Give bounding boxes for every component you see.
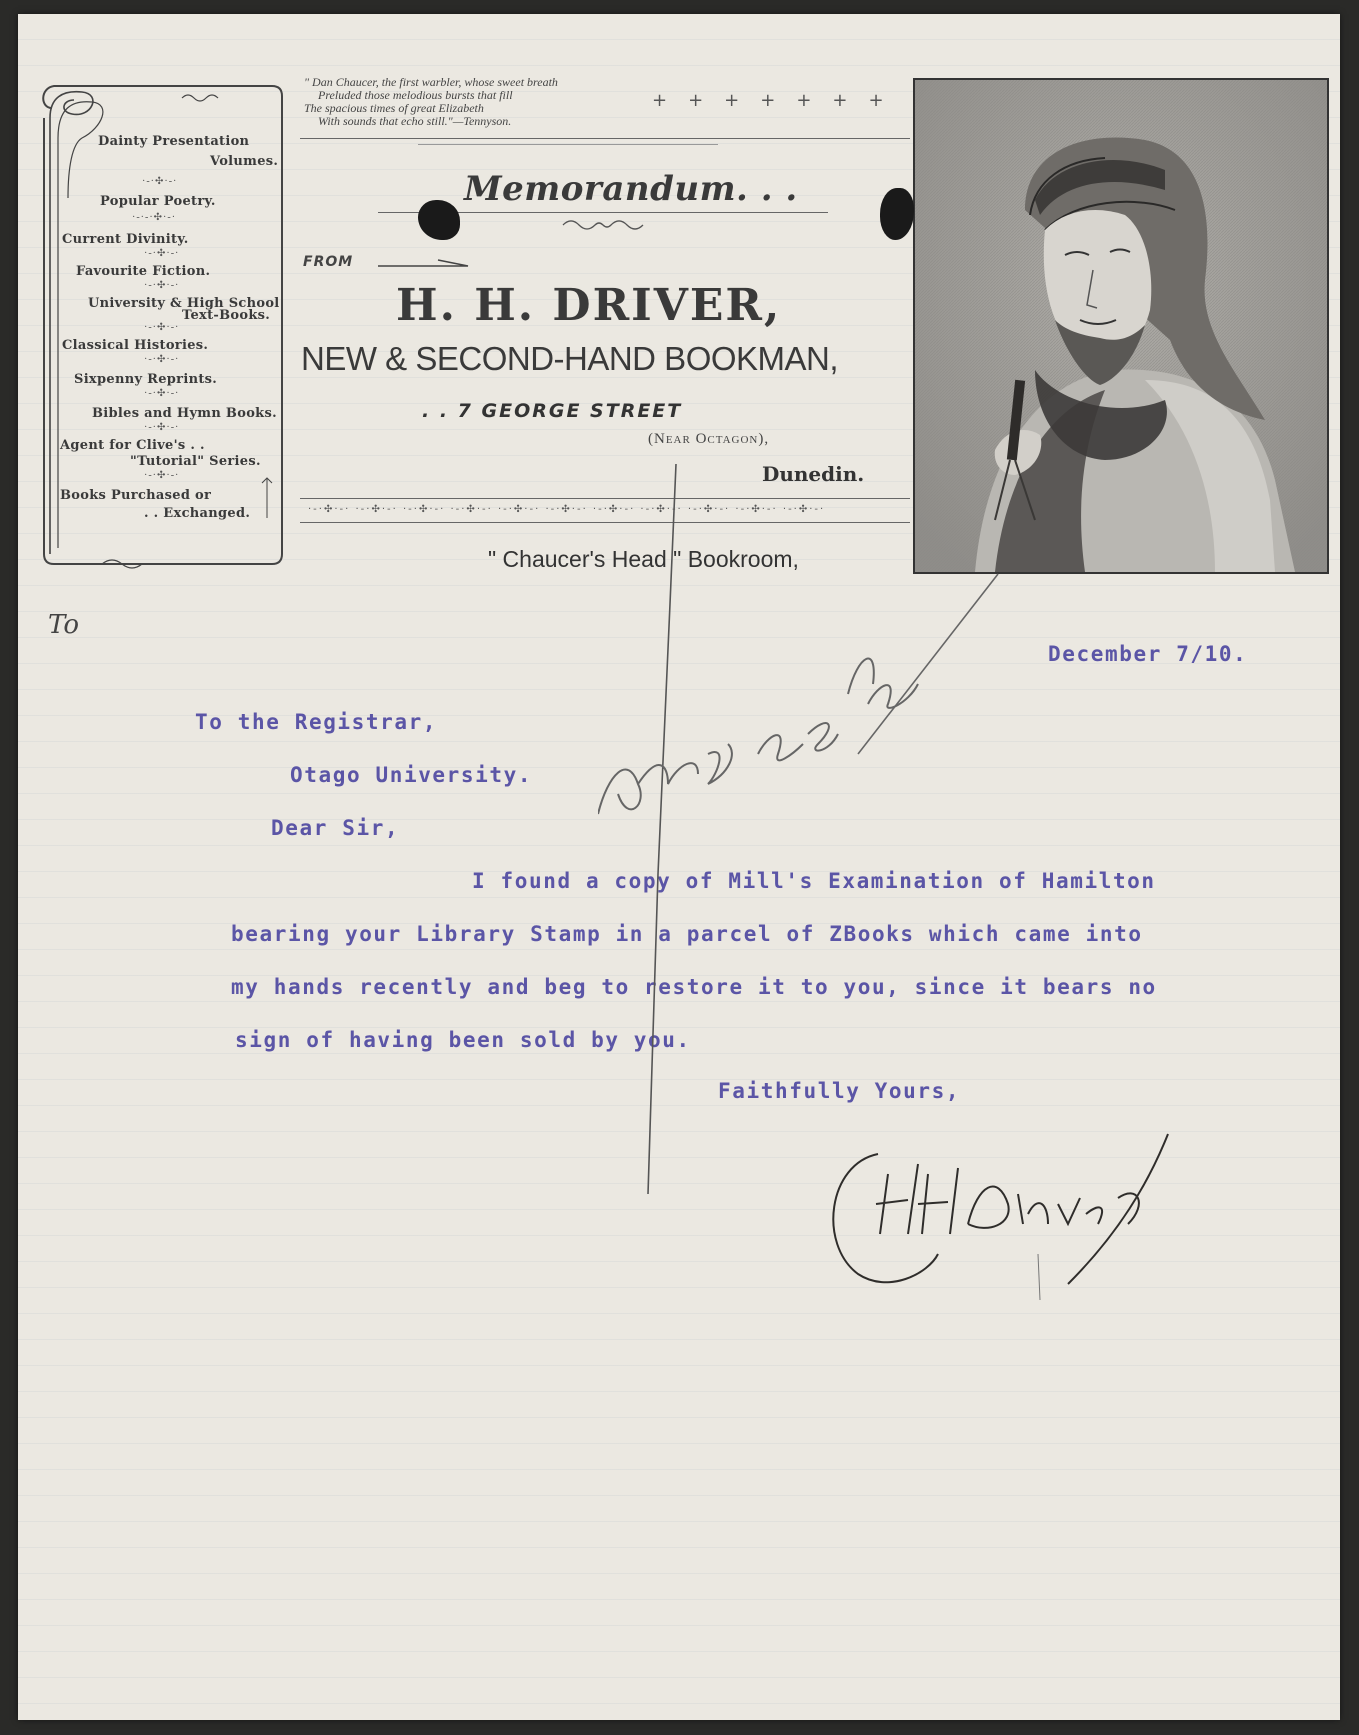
- service-sixpenny-reprints: Sixpenny Reprints.: [74, 372, 218, 387]
- body-line-2: bearing your Library Stamp in a parcel of ZBooks which came into: [231, 922, 1143, 946]
- pencil-annotation: [598, 454, 1018, 1214]
- header-rule-thin: [418, 144, 718, 145]
- scroll-ornament: [558, 218, 648, 232]
- divider-ornament: ·-·✣·-·: [144, 322, 180, 333]
- quote-line-2: Preluded those melodious bursts that fill: [318, 88, 513, 102]
- to-label: To: [48, 610, 79, 640]
- service-favourite-fiction: Favourite Fiction.: [76, 264, 211, 279]
- divider-ornament: ·-·-·✣·-·: [132, 212, 177, 223]
- company-city: Dunedin.: [762, 462, 865, 486]
- divider-ornament: ·-·✣·-·: [144, 422, 180, 433]
- closing: Faithfully Yours,: [718, 1079, 961, 1103]
- plus-ornament-row: +++++++: [652, 90, 905, 111]
- quote-line-1: " Dan Chaucer, the first warbler, whose sweet breath: [304, 75, 558, 89]
- company-trade: NEW & SECOND-HAND BOOKMAN,: [301, 340, 839, 377]
- service-bibles-hymn-books: Bibles and Hymn Books.: [92, 406, 277, 421]
- divider-ornament: ·-·✣·-·: [144, 248, 180, 259]
- service-current-divinity: Current Divinity.: [62, 232, 189, 247]
- divider-ornament: ·-·✣·-·: [144, 354, 180, 365]
- company-street: . . 7 GEORGE STREET: [422, 400, 683, 422]
- divider-ornament: ·-·✣·-·: [142, 176, 178, 187]
- punch-hole-right: [880, 188, 914, 240]
- company-name: H. H. DRIVER,: [396, 280, 782, 331]
- letter-date: December 7/10.: [1048, 642, 1248, 666]
- quote-line-3: The spacious times of great Elizabeth: [304, 101, 484, 115]
- header-rule: [300, 138, 910, 139]
- bookroom-name: " Chaucer's Head " Bookroom,: [488, 546, 799, 572]
- divider-ornament: ·-·✣·-·: [144, 470, 180, 481]
- addressee-line-1: To the Registrar,: [195, 710, 438, 734]
- divider-ornament: ·-·✣·-·: [144, 280, 180, 291]
- from-label: FROM: [303, 254, 354, 270]
- service-popular-poetry: Popular Poetry.: [100, 194, 216, 209]
- divider-ornament: ·-·✣·-·: [144, 388, 180, 399]
- service-presentation-volumes-2: Volumes.: [210, 154, 279, 169]
- service-presentation-volumes: Dainty Presentation: [98, 134, 250, 149]
- body-line-1: I found a copy of Mill's Examination of Hamilton: [472, 869, 1156, 893]
- punch-hole-left: [418, 200, 460, 240]
- service-tutorial-series: "Tutorial" Series.: [130, 454, 261, 469]
- from-flourish: [378, 258, 478, 270]
- service-classical-histories: Classical Histories.: [62, 338, 209, 353]
- body-line-4: sign of having been sold by you.: [235, 1028, 691, 1052]
- service-books-exchanged: . . Exchanged.: [144, 506, 251, 521]
- service-clives-agent: Agent for Clive's . .: [60, 438, 205, 453]
- memorandum-title: Memorandum. . .: [464, 169, 798, 209]
- letter-sheet: [18, 14, 1340, 1720]
- ornament-row: ·-·✣·-· ·-·✣·-· ·-·✣·-· ·-·✣·-· ·-·✣·-· ·-·✣·-· ·-·✣·-· ·-·✣·-· ·-·✣·-· ·-·✣·-· ·-·✣·-·: [308, 504, 826, 515]
- salutation: Dear Sir,: [271, 816, 400, 840]
- body-line-3: my hands recently and beg to restore it to you, since it bears no: [231, 975, 1157, 999]
- services-panel: [32, 78, 290, 574]
- addressee-line-2: Otago University.: [290, 763, 533, 787]
- service-university-textbooks-2: Text-Books.: [182, 308, 271, 323]
- service-university-textbooks: University & High School: [88, 296, 280, 311]
- quote-line-4: With sounds that echo still."—Tennyson.: [318, 114, 512, 128]
- service-books-purchased: Books Purchased or: [60, 488, 212, 503]
- signature: [818, 1124, 1198, 1304]
- company-near: (Near Octagon),: [648, 431, 770, 447]
